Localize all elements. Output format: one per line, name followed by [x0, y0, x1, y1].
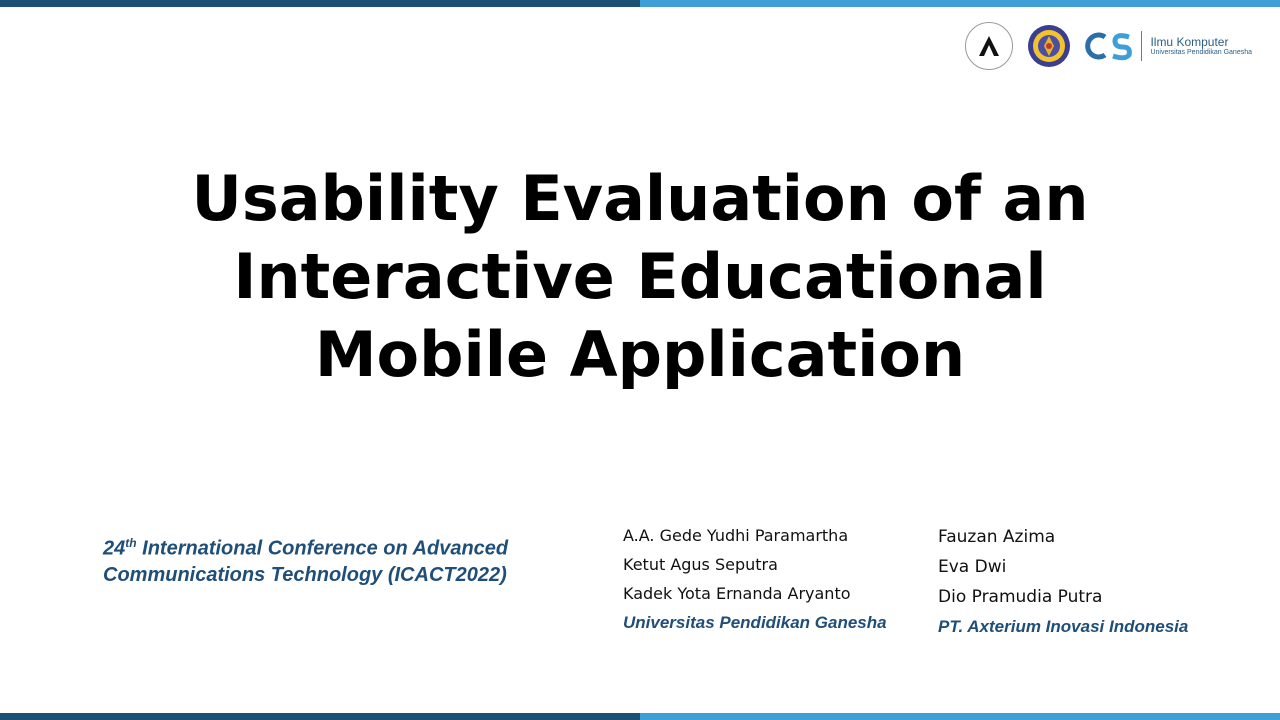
author-name: Dio Pramudia Putra — [938, 587, 1103, 607]
authors-column-left — [623, 521, 887, 637]
axterium-a-icon — [965, 22, 1013, 70]
cs-logo-title: Ilmu Komputer — [1150, 35, 1229, 50]
top-bar-dark-segment — [0, 0, 640, 7]
slide-title-line-2: Interactive Educational — [233, 240, 1047, 313]
author-name: Ketut Agus Seputra — [623, 555, 778, 574]
cs-logo-subtitle: Universitas Pendidikan Ganesha — [1150, 48, 1252, 56]
conference-ordinal-suffix: th — [125, 536, 137, 550]
conference-line-1 — [103, 530, 573, 562]
bottom-bar-light-segment — [640, 713, 1280, 720]
slide-title — [0, 160, 1280, 394]
slide-title-line-3: Mobile Application — [314, 318, 966, 391]
author-name: A.A. Gede Yudhi Paramartha — [623, 526, 849, 545]
bottom-accent-bar — [0, 713, 1280, 720]
cs-logo-divider — [1141, 31, 1142, 61]
undiksha-seal-icon — [1027, 24, 1071, 68]
authors-column-right — [938, 522, 1188, 642]
institution-name: PT. Axterium Inovasi Indonesia — [938, 617, 1189, 636]
institution-name: Universitas Pendidikan Ganesha — [623, 613, 887, 632]
top-bar-light-segment — [640, 0, 1280, 7]
author-name: Eva Dwi — [938, 557, 1007, 577]
author-name: Fauzan Azima — [938, 527, 1056, 547]
logo-group — [965, 22, 1252, 70]
conference-ordinal-number: 24 — [103, 537, 126, 560]
cs-logo — [1085, 29, 1252, 63]
cs-logo-icon — [1085, 29, 1133, 63]
conference-line-2: Communications Technology (ICACT2022) — [103, 563, 507, 586]
top-accent-bar — [0, 0, 1280, 7]
conference-name — [103, 530, 573, 588]
conference-line-1-text: International Conference on Advanced — [142, 537, 509, 560]
slide-title-line-1: Usability Evaluation of an — [191, 162, 1089, 235]
cs-logo-text — [1150, 36, 1252, 56]
author-name: Kadek Yota Ernanda Aryanto — [623, 584, 851, 603]
bottom-bar-dark-segment — [0, 713, 640, 720]
